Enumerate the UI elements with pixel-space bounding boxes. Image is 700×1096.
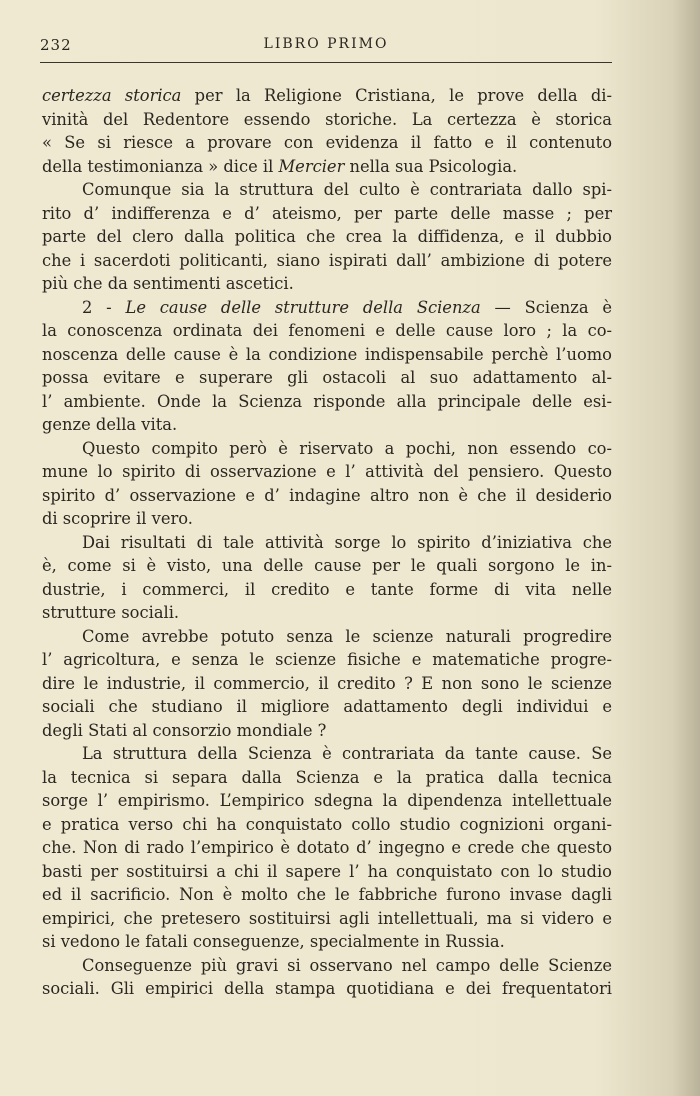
text-span: strutture sociali.: [42, 603, 180, 622]
text-line: [42, 766, 612, 790]
text-span: parte del clero dalla politica che crea la diffidenza, e il dubbio: [42, 227, 612, 246]
text-line: [42, 813, 612, 837]
text-span: e pratica verso chi ha conquistato collo studio cognizioni organi-: [42, 814, 612, 834]
text-line: [42, 907, 612, 931]
text-span: che i sacerdoti politicanti, siano ispirati dall’ ambizione di potere: [42, 250, 612, 270]
italic-span: certezza storica: [42, 86, 182, 105]
text-span: empirici, che pretesero sostituirsi agli intellettuali, ma si videro e: [42, 908, 612, 928]
text-line: [42, 883, 612, 907]
text-span: che. Non di rado l’empirico è dotato d’ ingegno e crede che questo: [42, 838, 612, 857]
text-span: Dai risultati di tale attività sorge lo spirito d’iniziativa che: [82, 532, 612, 552]
text-span: la tecnica si separa dalla Scienza e la pratica dalla tecnica: [42, 767, 612, 787]
page-header: [40, 36, 612, 58]
text-line: [42, 860, 612, 884]
text-line: [42, 343, 612, 367]
text-line: [42, 554, 612, 578]
text-line: [42, 531, 612, 555]
text-line: [42, 930, 612, 954]
text-span: della testimonianza » dice il: [42, 156, 279, 176]
text-line: [42, 390, 612, 414]
text-span: vinità del Redentore essendo storiche. La certezza è storica: [42, 109, 612, 129]
text-span: per la Religione Cristiana, le prove della di-: [181, 86, 612, 105]
text-line: [42, 484, 612, 508]
text-span: — Scienza è: [480, 297, 612, 317]
body-text: [42, 84, 612, 1001]
text-span: rito d’ indifferenza e d’ ateismo, per parte delle masse ; per: [42, 203, 612, 223]
text-line: [42, 460, 612, 484]
text-span: l’ ambiente. Onde la Scienza risponde alla principale delle esi-: [42, 391, 612, 411]
text-line: [42, 131, 612, 155]
text-span: l’ agricoltura, e senza le scienze fisiche e matematiche progre-: [42, 650, 612, 669]
text-line: [42, 695, 612, 719]
text-span: Conseguenze più gravi si osservano nel campo delle Scienze: [82, 955, 612, 975]
text-line: [42, 296, 612, 320]
text-line: [42, 648, 612, 672]
text-line: [42, 789, 612, 813]
text-span: sorge l’ empirismo. L’empirico sdegna la dipendenza intellettuale: [42, 791, 612, 810]
text-span: Come avrebbe potuto senza le scienze naturali progredire: [82, 626, 612, 646]
text-line: [42, 272, 612, 296]
text-span: basti per sostituirsi a chi il sapere l’ ha conquistato con lo studio: [42, 861, 612, 881]
text-span: più che da sentimenti ascetici.: [42, 274, 294, 293]
text-span: la conoscenza ordinata dei fenomeni e delle cause loro ; la co-: [42, 321, 612, 340]
text-line: [42, 578, 612, 602]
page-number: 232: [40, 36, 72, 54]
text-line: [42, 225, 612, 249]
text-line: [42, 625, 612, 649]
text-span: mune lo spirito di osservazione e l’ attività del pensiero. Questo: [42, 462, 612, 481]
text-span: Comunque sia la struttura del culto è contrariata dallo spi-: [82, 180, 612, 199]
text-line: [42, 954, 612, 978]
text-line: [42, 178, 612, 202]
italic-span: Le cause delle strutture della Scienza: [125, 297, 481, 317]
text-span: dustrie, i commerci, il credito e tante forme di vita nelle: [42, 579, 612, 599]
text-line: [42, 836, 612, 860]
text-span: Questo compito però è riservato a pochi, non essendo co-: [82, 438, 612, 458]
text-span: si vedono le fatali conseguenze, specialmente in Russia.: [42, 932, 505, 951]
running-head: LIBRO PRIMO: [263, 36, 389, 52]
text-line: [42, 601, 612, 625]
text-line: [42, 366, 612, 390]
text-span: « Se si riesce a provare con evidenza il fatto e il contenuto: [42, 133, 612, 152]
text-line: [42, 437, 612, 461]
header-rule: [40, 62, 612, 63]
text-line: [42, 319, 612, 343]
text-line: [42, 249, 612, 273]
text-line: [42, 413, 612, 437]
text-span: nella sua Psicologia.: [344, 156, 518, 176]
text-span: degli Stati al consorzio mondiale ?: [42, 720, 327, 740]
text-line: [42, 742, 612, 766]
text-span: possa evitare e superare gli ostacoli al suo adattamento al-: [42, 368, 612, 387]
text-line: [42, 977, 612, 1001]
text-line: [42, 202, 612, 226]
text-span: ed il sacrificio. Non è molto che le fabbriche furono invase dagli: [42, 885, 612, 904]
text-span: di scoprire il vero.: [42, 509, 193, 528]
text-span: noscenza delle cause è la condizione indispensabile perchè l’uomo: [42, 344, 612, 364]
text-line: [42, 672, 612, 696]
text-span: sociali. Gli empirici della stampa quotidiana e dei frequentatori: [42, 979, 612, 998]
text-span: genze della vita.: [42, 415, 178, 434]
italic-span: Mercier: [278, 156, 345, 176]
text-line: [42, 108, 612, 132]
text-line: [42, 155, 612, 179]
text-span: La struttura della Scienza è contrariata da tante cause. Se: [82, 744, 612, 763]
text-span: sociali che studiano il migliore adattamento degli individui e: [42, 697, 612, 716]
text-span: spirito d’ osservazione e d’ indagine altro non è che il desiderio: [42, 485, 612, 505]
text-line: [42, 507, 612, 531]
text-span: è, come si è visto, una delle cause per le quali sorgono le in-: [42, 556, 612, 575]
text-line: [42, 84, 612, 108]
text-span: 2 -: [82, 297, 126, 317]
text-line: [42, 719, 612, 743]
text-span: dire le industrie, il commercio, il credito ? E non sono le scienze: [42, 673, 612, 693]
